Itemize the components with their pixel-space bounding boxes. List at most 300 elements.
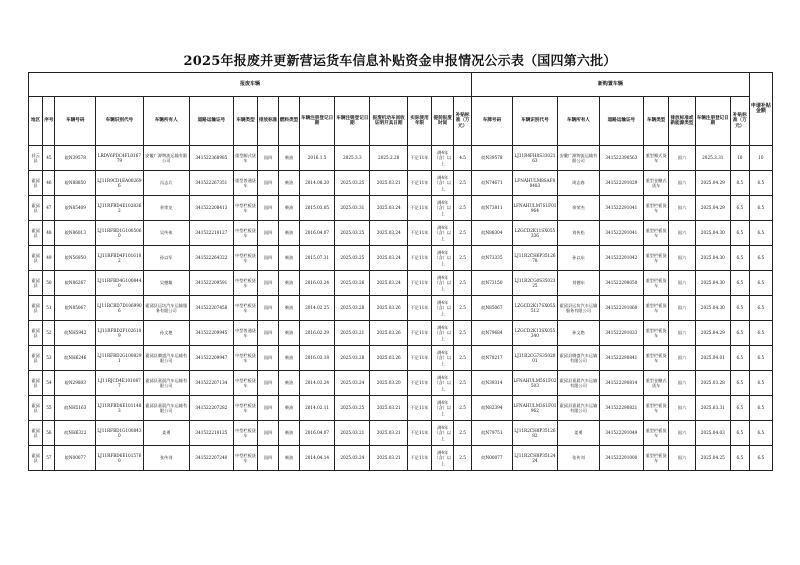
table-cell: 2014.02.11 — [299, 396, 334, 421]
table-row — [29, 221, 773, 246]
table-cell: 2025.04.30 — [695, 221, 730, 246]
table-cell: 柴油 — [279, 221, 300, 246]
table-cell: 皖N88850 — [55, 171, 96, 196]
table-cell: LJ11RFBD2G1008291 — [96, 346, 143, 371]
table-cell: 2025.04.29 — [695, 171, 730, 196]
table-cell: 不足11年 — [407, 221, 431, 246]
table-cell: LJ11R2CH8P3512424 — [512, 446, 557, 471]
table-cell: 国六 — [669, 221, 695, 246]
table-row — [29, 371, 773, 396]
table-cell: LJ11R2CG7S3502001 — [512, 346, 557, 371]
table-cell: LJ11RFBD6E1015760 — [96, 446, 143, 471]
table-cell: 2015.07.31 — [299, 246, 334, 271]
table-cell: 国六 — [669, 446, 695, 471]
table-cell: 341522210127 — [189, 221, 233, 246]
table-cell: 刘德东 — [557, 271, 599, 296]
table-cell: 6.5 — [749, 221, 772, 246]
table-cell: 341522291041 — [599, 196, 643, 221]
table-cell: 冯志兵 — [143, 171, 189, 196]
table-cell: 霍邱县嘉晨汽车运输有限公司 — [557, 371, 599, 396]
table-cell: LJ11RJCD4E1010877 — [96, 371, 143, 396]
table-cell: 满4年（含）以上 — [432, 346, 454, 371]
table-cell: 6.5 — [730, 196, 749, 221]
table-cell: 341522207134 — [189, 371, 233, 396]
table-cell: 6.5 — [749, 421, 772, 446]
table-row — [29, 146, 773, 171]
group-scrap-header: 报废车辆 — [29, 73, 472, 97]
table-cell: LFNAHULM3S1F01962 — [512, 396, 557, 421]
table-cell: 2025.04.03 — [695, 421, 730, 446]
table-cell: 国四 — [258, 221, 279, 246]
table-cell: 2.5 — [454, 271, 472, 296]
table-cell: 10 — [749, 146, 772, 171]
table-cell: 6.5 — [749, 171, 772, 196]
table-cell: 2025.03.26 — [370, 346, 407, 371]
table-cell: 6.5 — [749, 296, 772, 321]
table-cell: 6.5 — [730, 221, 749, 246]
table-cell: 霍邱县 — [29, 346, 43, 371]
table-cell: 2025.03.24 — [335, 446, 370, 471]
table-cell: 2.5 — [454, 446, 472, 471]
table-cell: 国六 — [669, 271, 695, 296]
table-cell: 皖N79684 — [472, 321, 513, 346]
table-cell: 341522368985 — [189, 146, 233, 171]
table-cell: 皖N39578 — [472, 146, 513, 171]
table-cell: 2.5 — [454, 221, 472, 246]
table-row — [29, 421, 773, 446]
table-cell: 2.5 — [454, 371, 472, 396]
table-cell: 满4年（含）以上 — [432, 171, 454, 196]
table-cell: 中型栏板货车 — [233, 296, 257, 321]
table-cell: 6.5 — [730, 396, 749, 421]
table-cell: 重型厢式货车 — [233, 146, 257, 171]
table-cell: 341522290821 — [599, 396, 643, 421]
table-cell: LFNAHULM8SAF00483 — [512, 171, 557, 196]
table-cell: 2025.03.26 — [370, 296, 407, 321]
table-cell: 2025.04.01 — [695, 346, 730, 371]
table-cell: 53 — [43, 346, 55, 371]
table-cell: 柴油 — [279, 296, 300, 321]
table-cell: 中型栏板货车 — [233, 196, 257, 221]
table-cell: 霍邱县 — [29, 371, 43, 396]
table-cell: 满4年（含）以上 — [432, 321, 454, 346]
table-cell: 柴油 — [279, 246, 300, 271]
table-cell: 2025.3.31 — [695, 146, 730, 171]
table-cell: LFNAHULM5S1F02503 — [512, 371, 557, 396]
table-cell: 341522291041 — [599, 221, 643, 246]
table-row — [29, 196, 773, 221]
column-header: 道路运输证号 — [189, 97, 233, 146]
table-cell: 2.5 — [454, 196, 472, 221]
table-cell: 国四 — [258, 321, 279, 346]
table-cell: 柴油 — [279, 396, 300, 421]
table-cell: 祥云县 — [29, 146, 43, 171]
table-cell: 中型栏板货车 — [233, 421, 257, 446]
table-cell: 皖N00077 — [55, 446, 96, 471]
table-row — [29, 446, 773, 471]
table-cell: 中型栏板货车 — [233, 246, 257, 271]
table-cell: 2016.03.24 — [299, 271, 334, 296]
table-cell: 张传刘 — [557, 446, 599, 471]
table-cell: 重型栏板货车 — [643, 396, 668, 421]
table-cell: 10 — [730, 146, 749, 171]
table-cell: 48 — [43, 221, 55, 246]
table-cell: 安徽广源物流运输有限公司 — [143, 146, 189, 171]
table-cell: 2025.03.24 — [335, 371, 370, 396]
table-cell: 国六 — [669, 321, 695, 346]
table-cell: 2016.03.18 — [299, 346, 334, 371]
table-cell: 霍邱县嘉晨汽车运输有限公司 — [143, 371, 189, 396]
table-row — [29, 296, 773, 321]
table-cell: 重型栏板货车 — [643, 421, 668, 446]
table-cell: 341522209591 — [189, 271, 233, 296]
column-header: 车辆注册登记日期 — [299, 97, 334, 146]
table-cell: 重型仓栅式货车 — [643, 371, 668, 396]
column-header: 车辆注册登记日期 — [695, 97, 730, 146]
table-cell: LJ11RFBD1G1008430 — [96, 421, 143, 446]
table-row — [29, 346, 773, 371]
table-cell: 2025.03.25 — [335, 396, 370, 421]
table-row — [29, 246, 773, 271]
table-cell: 孙文艳 — [557, 321, 599, 346]
table-cell: 中型栏板货车 — [233, 446, 257, 471]
table-cell: 柴油 — [279, 146, 300, 171]
table-cell: 51 — [43, 296, 55, 321]
table-cell: 2016.04.07 — [299, 221, 334, 246]
table-cell: 皖NH6246 — [55, 346, 96, 371]
table-cell: 341522208413 — [189, 196, 233, 221]
table-cell: 吴德雄 — [143, 271, 189, 296]
table-cell: 不足11年 — [407, 146, 431, 171]
table-cell: LJ11R2CH6P3512678 — [512, 246, 557, 271]
table-cell: 满4年（含）以上 — [432, 146, 454, 171]
table-cell: 341522207458 — [189, 296, 233, 321]
table-cell: 柴油 — [279, 171, 300, 196]
table-cell: 2.5 — [454, 296, 472, 321]
table-cell: 国六 — [669, 171, 695, 196]
table-cell: 8.5 — [730, 171, 749, 196]
table-cell: 2014.03.24 — [299, 371, 334, 396]
column-header: 排放标准或新能源类型 — [669, 97, 695, 146]
table-cell: 2025.03.20 — [370, 371, 407, 396]
table-cell: 6.5 — [730, 371, 749, 396]
table-cell: 2.5 — [454, 396, 472, 421]
table-cell: 张传刘 — [143, 446, 189, 471]
column-header-row — [29, 97, 773, 146]
table-cell: 2016.04.07 — [299, 421, 334, 446]
table-cell: 霍邱县嘉晨汽车运输有限公司 — [557, 396, 599, 421]
table-cell: 2.5 — [454, 246, 472, 271]
table-row — [29, 271, 773, 296]
table-cell: 皖N88304 — [472, 221, 513, 246]
table-cell: 2025.03.21 — [370, 171, 407, 196]
table-cell: 56 — [43, 421, 55, 446]
table-cell: 柴油 — [279, 446, 300, 471]
table-cell: 霍邱县 — [29, 246, 43, 271]
table-cell: 霍邱县 — [29, 171, 43, 196]
table-cell: 中型普通货车 — [233, 321, 257, 346]
table-cell: 2025.03.24 — [370, 246, 407, 271]
table-cell: 国四 — [258, 296, 279, 321]
column-header: 车辆所有人 — [557, 97, 599, 146]
table-cell: 2015.03.05 — [299, 196, 334, 221]
table-cell: 341522298050 — [599, 271, 643, 296]
column-header: 车辆所有人 — [143, 97, 189, 146]
table-cell: 2025.03.28 — [695, 371, 730, 396]
table-cell: LJ11R2CH8P3512682 — [512, 421, 557, 446]
table-cell: 6.5 — [730, 421, 749, 446]
table-cell: 341522290814 — [599, 371, 643, 396]
table-cell: LZGCD2K13SX055340 — [512, 321, 557, 346]
table-cell: 6.5 — [730, 446, 749, 471]
table-cell: 2025.03.25 — [335, 246, 370, 271]
table-cell: 霍邱县 — [29, 396, 43, 421]
table-cell: 57 — [43, 446, 55, 471]
table-cell: 满4年（含）以上 — [432, 196, 454, 221]
table-cell: 重型栏板货车 — [643, 296, 668, 321]
table-cell: 霍邱县腾盛汽车运输有限公司 — [143, 346, 189, 371]
table-cell: 姜勇 — [557, 421, 599, 446]
column-header: 车辆识别代号 — [512, 97, 557, 146]
table-cell: LFNAHULM7S1F01964 — [512, 196, 557, 221]
column-header: 车辆类型 — [643, 97, 668, 146]
table-cell: 中型栏板货车 — [233, 271, 257, 296]
table-cell: 6.5 — [730, 321, 749, 346]
table-cell: LZGCD2K11SX055336 — [512, 221, 557, 246]
table-cell: 国四 — [258, 421, 279, 446]
table-cell: 国四 — [258, 371, 279, 396]
table-cell: 341522291000 — [599, 446, 643, 471]
table-cell: 6.5 — [749, 271, 772, 296]
column-header: 排放标准 — [258, 97, 279, 146]
table-cell: 姜勇 — [143, 421, 189, 446]
table-row — [29, 321, 773, 346]
table-cell: 霍邱县 — [29, 271, 43, 296]
table-cell: 孙以军 — [143, 246, 189, 271]
table-body — [29, 146, 773, 471]
table-cell: 皖N73811 — [472, 196, 513, 221]
table-cell: 6.5 — [749, 246, 772, 271]
table-cell: 2025.04.29 — [695, 321, 730, 346]
table-cell: 2025.2.28 — [370, 146, 407, 171]
table-cell: 6.5 — [730, 271, 749, 296]
column-header: 补贴标准（万元） — [454, 97, 472, 146]
table-cell: 中型栏板货车 — [233, 371, 257, 396]
column-header: 车辆注销登记日期 — [335, 97, 370, 146]
table-cell: 不足11年 — [407, 421, 431, 446]
table-cell: 341522291029 — [599, 171, 643, 196]
table-cell: 2025.03.31 — [335, 196, 370, 221]
table-cell: 霍邱县 — [29, 321, 43, 346]
table-cell: 2025.03.21 — [335, 421, 370, 446]
table-cell: 重型栏板货车 — [643, 346, 668, 371]
table-cell: 柴油 — [279, 346, 300, 371]
group-apply-header: 申请补贴金额 — [749, 73, 772, 146]
table-cell: 皖N74671 — [472, 171, 513, 196]
column-header: 实际使用年限 — [407, 97, 431, 146]
table-cell: 2.5 — [454, 346, 472, 371]
table-cell: 341522291042 — [599, 246, 643, 271]
table-cell: 国六 — [669, 346, 695, 371]
table-row — [29, 396, 773, 421]
table-cell: 重型普通货车 — [233, 171, 257, 196]
table-cell: 重型仓栅式货车 — [643, 171, 668, 196]
table-cell: LZGCD2K17SX055512 — [512, 296, 557, 321]
table-cell: 2014.02.25 — [299, 296, 334, 321]
table-cell: LJ11RFBD8E1011483 — [96, 396, 143, 421]
table-cell: 2.5 — [454, 321, 472, 346]
table-cell: 2025.03.25 — [335, 171, 370, 196]
table-cell: 满4年（含）以上 — [432, 296, 454, 321]
table-cell: 不足11年 — [407, 371, 431, 396]
table-cell: 6.5 — [730, 296, 749, 321]
table-cell: LJ11RFBD4E1028362 — [96, 196, 143, 221]
column-header: 车牌号码 — [472, 97, 513, 146]
table-cell: 2025.04.30 — [695, 246, 730, 271]
table-cell: 50 — [43, 271, 55, 296]
table-cell: 341522207240 — [189, 446, 233, 471]
table-cell: 刘传松 — [557, 221, 599, 246]
table-cell: 满4年（含）以上 — [432, 396, 454, 421]
table-cell: 重型栏板货车 — [643, 221, 668, 246]
column-header: 补贴标准（万元） — [730, 97, 749, 146]
table-cell: 国四 — [258, 346, 279, 371]
table-cell: 安徽广源物流运输有限公司 — [557, 146, 599, 171]
table-cell: LJ11RCBD7D1069906 — [96, 296, 143, 321]
table-cell: 2025.03.21 — [370, 396, 407, 421]
table-cell: 4.5 — [454, 146, 472, 171]
table-cell: 2014.08.20 — [299, 171, 334, 196]
table-cell: 341522210125 — [189, 421, 233, 446]
table-cell: 2016.02.29 — [299, 321, 334, 346]
table-cell: 中型栏板货车 — [233, 396, 257, 421]
table-cell: 6.5 — [749, 396, 772, 421]
table-cell: 6.5 — [749, 446, 772, 471]
table-cell: 柴油 — [279, 271, 300, 296]
table-cell: 2025.03.26 — [335, 271, 370, 296]
subsidy-table — [28, 72, 773, 471]
table-cell: 皖N39578 — [55, 146, 96, 171]
table-cell: 重型栏板货车 — [643, 271, 668, 296]
table-cell: 6.5 — [749, 371, 772, 396]
table-cell: 皖N86013 — [55, 221, 96, 246]
table-cell: 国六 — [669, 246, 695, 271]
table-cell: 2016.1.5 — [299, 146, 334, 171]
table-cell: 皖N29803 — [55, 371, 96, 396]
table-cell: 重型栏板货车 — [643, 446, 668, 471]
table-cell: 国六 — [669, 146, 695, 171]
table-cell: 国六 — [669, 396, 695, 421]
table-cell: 2025.03.26 — [370, 321, 407, 346]
table-cell: 341522207282 — [189, 396, 233, 421]
table-cell: 皖NH5163 — [55, 396, 96, 421]
table-cell: 2025.3.3 — [335, 146, 370, 171]
table-cell: 满4年（含）以上 — [432, 246, 454, 271]
table-cell: 霍邱县 — [29, 221, 43, 246]
table-cell: 2025.03.24 — [370, 221, 407, 246]
table-cell: 霍邱县 — [29, 421, 43, 446]
page-title: 2025年报废并更新营运货车信息补贴资金申报情况公示表（国四第六批） — [183, 54, 617, 69]
table-cell: 2025.04.30 — [695, 296, 730, 321]
table-cell: LJ11RFBD1G1005060 — [96, 221, 143, 246]
table-cell: 52 — [43, 321, 55, 346]
table-cell: 皖N82394 — [472, 396, 513, 421]
table-cell: 2025.04.29 — [695, 196, 730, 221]
column-header: 地区 — [29, 97, 43, 146]
table-cell: 皖NH6322 — [55, 421, 96, 446]
column-header: 报废机动车回收证明开具日期 — [370, 97, 407, 146]
table-cell: 不足11年 — [407, 271, 431, 296]
table-cell: 吴传伟 — [143, 221, 189, 246]
column-header: 道路运输证号 — [599, 97, 643, 146]
table-cell: 皖N73150 — [472, 271, 513, 296]
table-cell: 不足11年 — [407, 396, 431, 421]
table-cell: 国四 — [258, 446, 279, 471]
table-cell: LJ11R9CD1EA002696 — [96, 171, 143, 196]
table-cell: 2025.03.28 — [335, 296, 370, 321]
table-cell: 341522291060 — [599, 296, 643, 321]
table-cell: 2025.04.30 — [695, 271, 730, 296]
table-cell: 6.5 — [730, 346, 749, 371]
table-cell: 49 — [43, 246, 55, 271]
table-cell: 霍邱县嘉晨汽车运输有限公司 — [143, 396, 189, 421]
table-cell: 皖N79751 — [472, 421, 513, 446]
table-cell: 不足11年 — [407, 346, 431, 371]
table-cell: LJ11RFBD2F1026109 — [96, 321, 143, 346]
table-cell: 皖N85067 — [472, 296, 513, 321]
table-cell: 国四 — [258, 246, 279, 271]
table-cell: 中型栏板货车 — [233, 346, 257, 371]
table-cell: 霍邱县运坊汽车运输服务有限公司 — [143, 296, 189, 321]
table-cell: LJ11R2CG0S3502325 — [512, 271, 557, 296]
table-cell: 2025.03.21 — [370, 421, 407, 446]
table-cell: 柴油 — [279, 421, 300, 446]
table-cell: 周志春 — [557, 171, 599, 196]
table-cell: 2014.04.14 — [299, 446, 334, 471]
table-cell: 不足11年 — [407, 321, 431, 346]
table-row — [29, 171, 773, 196]
table-cell: 2025.03.21 — [335, 321, 370, 346]
table-cell: 皖N56950 — [55, 246, 96, 271]
column-header: 车辆号码 — [55, 97, 96, 146]
table-cell: 柴油 — [279, 371, 300, 396]
table-cell: 满4年（含）以上 — [432, 271, 454, 296]
table-cell: 余荣杰 — [557, 196, 599, 221]
table-cell: LRDV6PDC4FL016779 — [96, 146, 143, 171]
table-cell: 余荣龙 — [143, 196, 189, 221]
table-cell: 2025.03.31 — [695, 396, 730, 421]
table-cell: 不足11年 — [407, 171, 431, 196]
table-cell: 45 — [43, 146, 55, 171]
table-cell: 国六 — [669, 421, 695, 446]
group-new-header: 新购置车辆 — [472, 73, 750, 97]
table-cell: 2025.03.28 — [335, 346, 370, 371]
table-cell: 2025.03.21 — [370, 446, 407, 471]
table-cell: 2025.03.24 — [370, 196, 407, 221]
table-cell: 皖N73335 — [472, 246, 513, 271]
table-cell: 柴油 — [279, 321, 300, 346]
table-cell: 皖N78217 — [472, 346, 513, 371]
table-cell: 6.5 — [749, 346, 772, 371]
table-cell: 孙文艳 — [143, 321, 189, 346]
table-cell: 国六 — [669, 371, 695, 396]
table-cell: 2.5 — [454, 421, 472, 446]
table-cell: 341522291049 — [599, 421, 643, 446]
table-cell: 54 — [43, 371, 55, 396]
table-cell: LJ11R4FH8S3302163 — [512, 146, 557, 171]
table-cell: 国四 — [258, 146, 279, 171]
table-cell: 47 — [43, 196, 55, 221]
